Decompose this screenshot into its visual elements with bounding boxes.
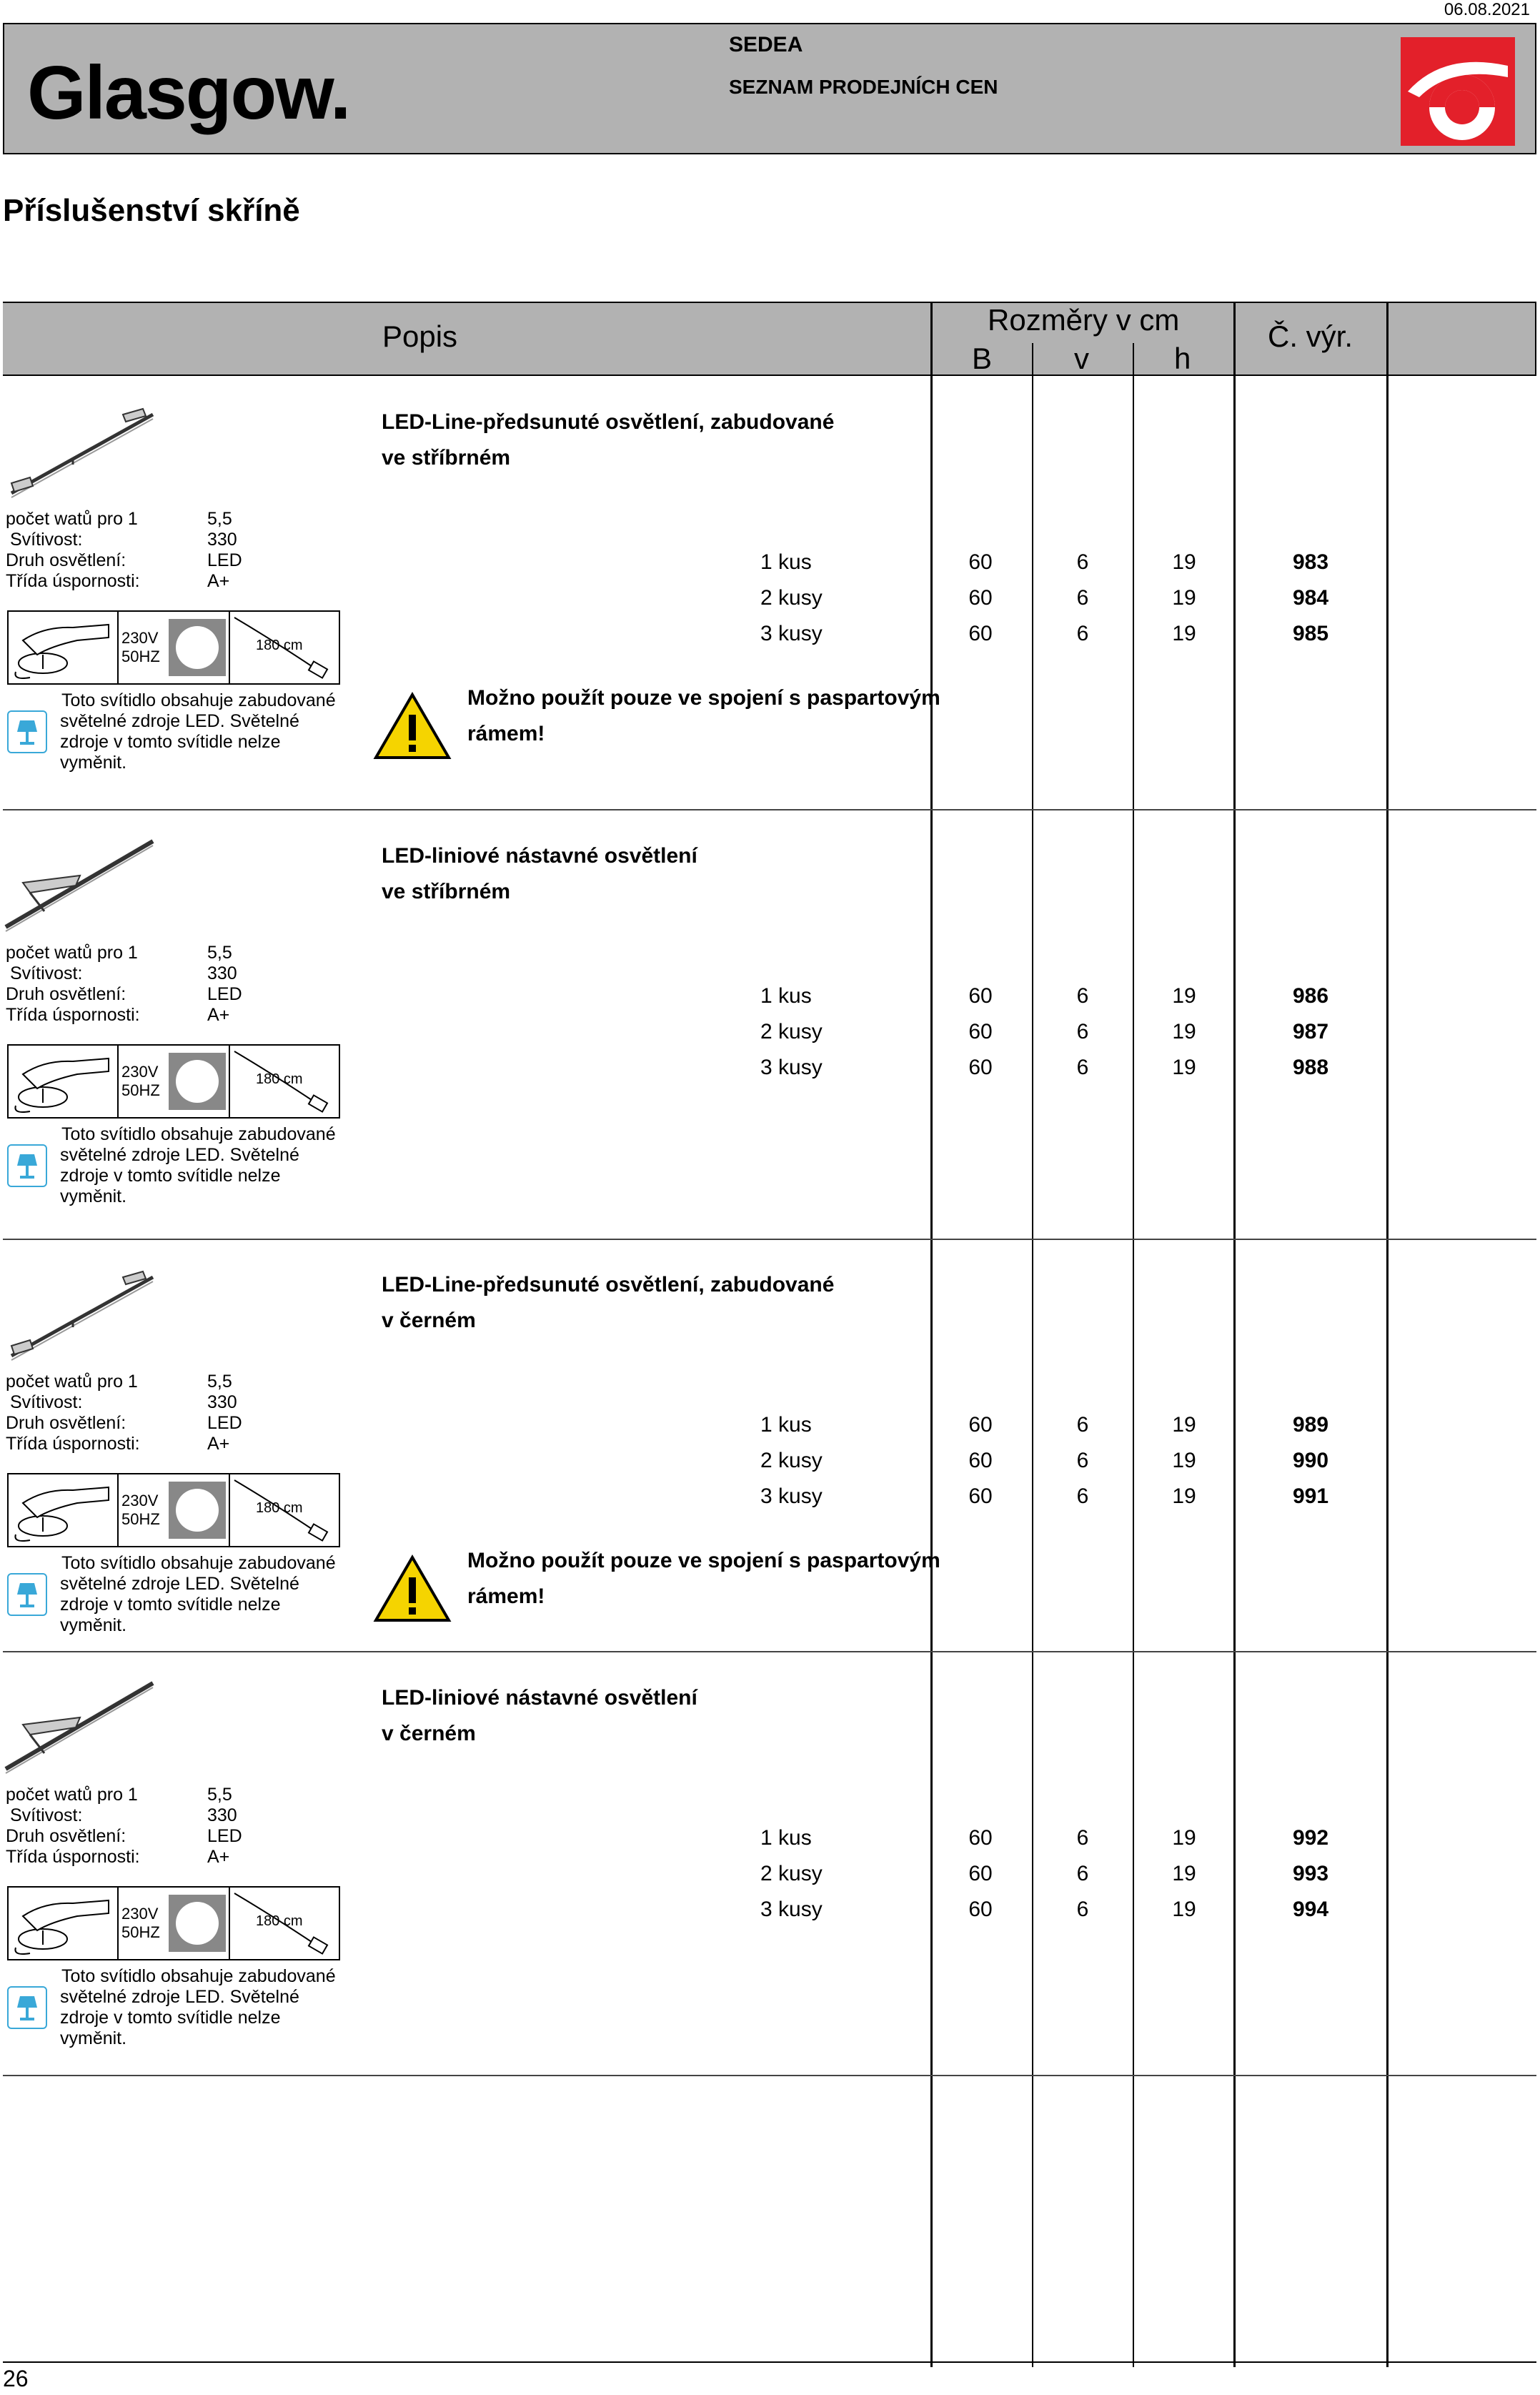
led-note-text: Toto svítidlo obsahuje zabudované [61,1966,336,1986]
row-depth: 6 [1076,1449,1089,1472]
row-article-number: 986 [1292,984,1329,1008]
col-b: B [972,342,993,375]
row-height: 19 [1172,1413,1196,1437]
spec-label: Třída úspornosti: [6,1847,140,1867]
frequency-value: 50HZ [121,1081,160,1099]
frequency-value: 50HZ [121,1510,160,1528]
warning-icon [373,692,452,764]
row-depth: 6 [1076,1898,1089,1921]
row-depth: 6 [1076,1484,1089,1508]
row-quantity: 2 kusy [760,586,823,610]
spec-value: 330 [207,530,237,550]
led-note-text: Toto svítidlo obsahuje zabudované [61,1553,336,1573]
row-quantity: 3 kusy [760,1898,823,1921]
section-title: Příslušenství skříně [3,193,300,228]
product-title: LED-Line-předsunuté osvětlení, zabudované [382,410,835,434]
row-article-number: 988 [1292,1056,1329,1079]
connection-pictograms [7,610,340,685]
spec-label: Svítivost: [10,1805,83,1825]
row-quantity: 2 kusy [760,1862,823,1885]
spec-value: A+ [207,571,230,591]
row-depth: 6 [1076,1020,1089,1043]
row-depth: 6 [1076,1826,1089,1850]
spec-label: Druh osvětlení: [6,984,126,1004]
row-depth: 6 [1076,984,1089,1008]
led-note-text: světelné zdroje LED. Světelné [60,711,299,731]
cable-length: 180 cm [256,638,303,653]
spec-label: Svítivost: [10,963,83,983]
cable-length: 180 cm [256,1071,303,1087]
voltage-label [121,629,160,666]
socket-pictogram-cell [119,612,230,683]
col-h: h [1174,342,1191,375]
row-width: 60 [968,1898,993,1921]
warning-icon [373,1554,452,1627]
foot-switch-icon [9,1474,116,1546]
lamp-info-icon [7,1573,47,1616]
voltage-value: 230V [121,629,159,647]
spec-value: LED [207,1413,242,1433]
led-note-text: zdroje v tomto svítidle nelze [60,1595,281,1615]
row-height: 19 [1172,1484,1196,1508]
socket-icon [169,619,226,676]
switch-pictogram-cell [9,1046,119,1117]
warning-text-line2: rámem! [467,722,545,745]
socket-face [176,1489,219,1532]
led-lamp-illustration [1,1669,166,1783]
foot-switch-icon [9,1046,116,1117]
row-width: 60 [968,586,993,610]
row-quantity: 1 kus [760,1413,812,1437]
col-dimensions: Rozměry v cm [988,303,1180,337]
grid-line [1133,343,1134,2367]
row-quantity: 3 kusy [760,1484,823,1508]
spec-label: Druh osvětlení: [6,550,126,570]
row-depth: 6 [1076,1862,1089,1885]
product-separator [3,2075,1536,2076]
led-note-text: vyměnit. [60,2028,127,2048]
row-article-number: 992 [1292,1826,1329,1850]
foot-switch-icon [9,612,116,683]
row-width: 60 [968,622,993,645]
voltage-label [121,1905,160,1942]
row-width: 60 [968,1826,993,1850]
spec-label: počet watů pro 1 [6,943,138,963]
spec-value: LED [207,550,242,570]
product-image [1,393,166,507]
product-separator [3,1651,1536,1652]
row-width: 60 [968,1449,993,1472]
row-height: 19 [1172,1898,1196,1921]
grid-line [1535,302,1536,376]
voltage-value: 230V [121,1492,159,1509]
voltage-label [121,1063,160,1100]
row-quantity: 2 kusy [760,1020,823,1043]
table-bottom-line [3,2361,1536,2363]
socket-pictogram-cell [119,1474,230,1546]
product-image [1,1669,166,1783]
row-article-number: 993 [1292,1862,1329,1885]
led-lamp-illustration [1,1256,166,1370]
row-height: 19 [1172,622,1196,645]
print-date: 06.08.2021 [1444,0,1530,19]
row-depth: 6 [1076,586,1089,610]
row-article-number: 984 [1292,586,1329,610]
row-article-number: 985 [1292,622,1329,645]
spec-value: 330 [207,1392,237,1412]
spec-label: počet watů pro 1 [6,1785,138,1805]
socket-icon [169,1053,226,1110]
product-color: ve stříbrném [382,880,511,903]
lamp-info-icon [7,710,47,753]
socket-pictogram-cell [119,1888,230,1959]
row-depth: 6 [1076,550,1089,574]
brand-logo [1401,37,1515,146]
warning-text-line1: Možno použít pouze ve spojení s paspartovým [467,1549,940,1572]
row-article-number: 989 [1292,1413,1329,1437]
product-color: ve stříbrném [382,446,511,470]
led-note-text: vyměnit. [60,1615,127,1635]
row-quantity: 3 kusy [760,622,823,645]
led-lamp-illustration [1,393,166,507]
led-note-text: zdroje v tomto svítidle nelze [60,2008,281,2028]
led-note-text: světelné zdroje LED. Světelné [60,1987,299,2007]
spec-value: 5,5 [207,943,232,963]
spec-value: 5,5 [207,1372,232,1392]
product-image [1,1256,166,1370]
page-number: 26 [3,2366,29,2391]
cable-length: 180 cm [256,1913,303,1929]
row-depth: 6 [1076,1056,1089,1079]
spec-value: LED [207,984,242,1004]
series-name: Glasgow. [27,51,350,135]
brand-name: SEDEA [729,33,803,56]
row-quantity: 1 kus [760,550,812,574]
switch-pictogram-cell [9,1474,119,1546]
led-note-text: zdroje v tomto svítidle nelze [60,1166,281,1186]
row-quantity: 1 kus [760,984,812,1008]
socket-face [176,1902,219,1945]
grid-line [1032,343,1033,2367]
led-note-text: Toto svítidlo obsahuje zabudované [61,690,336,710]
row-quantity: 2 kusy [760,1449,823,1472]
spec-value: A+ [207,1434,230,1454]
grid-line [1386,302,1389,2367]
product-separator [3,1239,1536,1240]
spec-label: počet watů pro 1 [6,509,138,529]
voltage-value: 230V [121,1905,159,1923]
row-width: 60 [968,1020,993,1043]
spec-value: A+ [207,1005,230,1025]
warning-text-line2: rámem! [467,1585,545,1608]
connection-pictograms [7,1044,340,1119]
row-quantity: 1 kus [760,1826,812,1850]
row-width: 60 [968,1413,993,1437]
product-color: v černém [382,1309,476,1332]
product-title: LED-liniové nástavné osvětlení [382,1686,697,1710]
led-note-text: zdroje v tomto svítidle nelze [60,732,281,752]
spec-label: Svítivost: [10,1392,83,1412]
lamp-info-icon [7,1986,47,2029]
voltage-value: 230V [121,1063,159,1081]
row-height: 19 [1172,984,1196,1008]
led-note-text: vyměnit. [60,1186,127,1206]
socket-icon [169,1482,226,1539]
spec-label: Svítivost: [10,530,83,550]
led-lamp-illustration [1,827,166,941]
spec-label: Druh osvětlení: [6,1413,126,1433]
socket-pictogram-cell [119,1046,230,1117]
col-description: Popis [382,319,458,353]
row-width: 60 [968,1862,993,1885]
row-height: 19 [1172,1020,1196,1043]
row-article-number: 987 [1292,1020,1329,1043]
row-height: 19 [1172,1449,1196,1472]
col-article: Č. výr. [1268,319,1353,353]
cable-length: 180 cm [256,1500,303,1516]
row-width: 60 [968,1484,993,1508]
warning-text-line1: Možno použít pouze ve spojení s paspartovým [467,686,940,710]
row-width: 60 [968,984,993,1008]
spec-label: Třída úspornosti: [6,1434,140,1454]
led-note-text: světelné zdroje LED. Světelné [60,1145,299,1165]
product-image [1,827,166,941]
row-quantity: 3 kusy [760,1056,823,1079]
spec-label: Třída úspornosti: [6,1005,140,1025]
lamp-info-icon [7,1144,47,1187]
spec-value: A+ [207,1847,230,1867]
voltage-label [121,1492,160,1529]
row-depth: 6 [1076,622,1089,645]
product-separator [3,809,1536,810]
row-height: 19 [1172,1056,1196,1079]
switch-pictogram-cell [9,1888,119,1959]
spec-value: LED [207,1826,242,1846]
row-height: 19 [1172,550,1196,574]
row-height: 19 [1172,586,1196,610]
product-title: LED-Line-předsunuté osvětlení, zabudované [382,1273,835,1296]
spec-value: 5,5 [207,509,232,529]
spec-value: 5,5 [207,1785,232,1805]
socket-icon [169,1895,226,1952]
spec-label: Druh osvětlení: [6,1826,126,1846]
row-height: 19 [1172,1862,1196,1885]
spec-label: počet watů pro 1 [6,1372,138,1392]
price-list-title: SEZNAM PRODEJNÍCH CEN [729,76,998,98]
connection-pictograms [7,1886,340,1960]
led-note-text: Toto svítidlo obsahuje zabudované [61,1124,336,1144]
row-article-number: 983 [1292,550,1329,574]
row-article-number: 990 [1292,1449,1329,1472]
led-note-text: vyměnit. [60,753,127,773]
product-title: LED-liniové nástavné osvětlení [382,844,697,868]
row-article-number: 991 [1292,1484,1329,1508]
led-note-text: světelné zdroje LED. Světelné [60,1574,299,1594]
product-color: v černém [382,1722,476,1745]
switch-pictogram-cell [9,612,119,683]
frequency-value: 50HZ [121,648,160,665]
row-width: 60 [968,550,993,574]
row-article-number: 994 [1292,1898,1329,1921]
spec-value: 330 [207,1805,237,1825]
row-depth: 6 [1076,1413,1089,1437]
connection-pictograms [7,1473,340,1547]
frequency-value: 50HZ [121,1923,160,1941]
spec-value: 330 [207,963,237,983]
col-v: v [1074,342,1089,375]
foot-switch-icon [9,1888,116,1959]
socket-face [176,626,219,669]
grid-line [930,302,933,2367]
row-height: 19 [1172,1826,1196,1850]
spec-label: Třída úspornosti: [6,571,140,591]
row-width: 60 [968,1056,993,1079]
socket-face [176,1060,219,1103]
grid-line [1233,302,1236,2367]
